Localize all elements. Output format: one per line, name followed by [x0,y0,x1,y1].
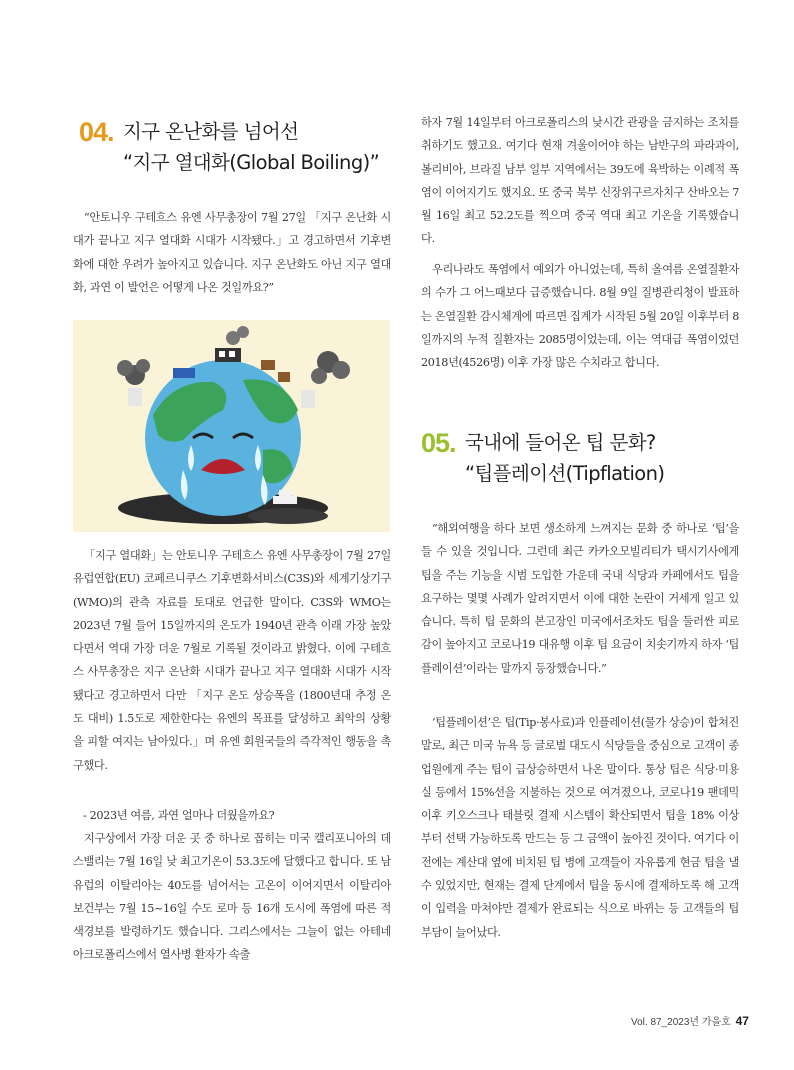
section-04-body2-continued: 하자 7월 14일부터 아크로폴리스의 낮시간 관광을 금지하는 조치를 취하기도 했고요. 여기다 현재 겨울이어야 하는 남반구의 파라과이, 볼리비아, 브라질 남부 일부 지역에서는 39도에 육박하는 이례적 폭염이 이어지기도 했지요. 또 중국 북부 신장위구르자치구 산바오는 7월 16일 최고 52.2도를 찍으며 중국 역대 최고 기온을 기록했습니다. [421,116,739,246]
section-05-body: ‘팁플레이션’은 팁(Tip·봉사료)과 인플레이션(물가 상승)이 합쳐진 말로, 최근 미국 뉴욕 등 글로벌 대도시 식당들을 중심으로 고객이 종업원에게 주는 팁이 급상승하면서 나온 말이다. 통상 팁은 식당·미용실 등에서 15%선을 지불하는 것으로 여겨졌으나, 코로나19 팬데믹 이후 키오스크나 태블릿 결제 시스템이 확산되면서 팁을 18% 이상부터 선택 가능하도록 만드는 등 그 금액이 높아진 것이다. 여기다 이전에는 계산대 옆에 비치된 팁 병에 고객들이 자유롭게 현금 팁을 낼 수 있었지만, 현재는 결제 단계에서 팁을 동시에 결제하도록 해 고객이 입력을 마쳐야만 결제가 완료되는 식으로 바뀌는 등 고객들의 팁 부담이 늘어났다. [421,716,739,939]
section-05-number: 05. [421,428,456,458]
section-04-body1: 「지구 열대화」는 안토니우 구테흐스 유엔 사무총장이 7월 27일 유럽연합(EU) 코페르니쿠스 기후변화서비스(C3S)와 세계기상기구(WMO)의 관측 자료를 토대로 언급한 말이다. C3S와 WMO는 2023년 7월 들어 15일까지의 온도가 1940년 관측 이래 가장 높았다면서 역대 가장 더운 7월로 기록될 것이라고 밝혔다. 이에 구테흐스 사무총장은 지구 온난화 시대가 끝나고 지구 열대화 시대가 시작됐다고 경고하면서 다만 「지구 온도 상승폭을 (1800년대 추정 온도 대비) 1.5도로 제한한다는 유엔의 목표를 달성하고 최악의 상황을 피할 여지는 남아있다.」며 유엔 회원국들의 즉각적인 행동을 촉구했다. [73,549,391,772]
section-04-title-line2: “지구 열대화(Global Boiling)” [123,151,380,174]
section-04-subhead: - 2023년 여름, 과연 얼마나 더웠을까요? [83,809,275,822]
section-05-heading [421,427,741,489]
issue-label: Vol. 87_2023년 가을호 [631,1017,731,1028]
page-number: 47 [735,1014,749,1028]
section-05-title [465,427,741,489]
section-04-intro: “안토니우 구테흐스 유엔 사무총장이 7월 27일 「지구 온난화 시대가 끝나고 지구 열대화 시대가 시작됐다.」고 경고하면서 기후변화에 대한 우려가 높아지고 있습니다. 지구 온난화도 아닌 지구 열대화, 과연 이 발언은 어떻게 나온 것일까요?” [73,211,391,294]
section-04-title [123,116,399,178]
section-04-body2: 지구상에서 가장 더운 곳 중 하나로 꼽히는 미국 캘리포니아의 데스밸리는 7월 16일 낮 최고기온이 53.3도에 달했다고 합니다. 또 남유럽의 이탈리아는 40도를 넘어서는 고온이 이어지면서 이탈리아 보건부는 7월 15~16일 수도 로마 등 16개 도시에 폭염에 따른 적색경보를 발령하기도 했습니다. 그리스에서는 그늘이 없는 아테네 아크로폴리스에서 열사병 환자가 속출 [73,832,391,962]
section-04-body3: 우리나라도 폭염에서 예외가 아니었는데, 특히 올여름 온열질환자의 수가 그 어느때보다 급증했습니다. 8월 9일 질병관리청이 발표하는 온열질환 감시체계에 따르면 집계가 시작된 5월 20일 이후부터 8일까지의 누적 질환자는 2085명이었는데, 이는 역대급 폭염이었던 2018년(4526명) 이후 가장 많은 수치라고 합니다. [421,263,739,370]
section-04-heading [79,116,399,178]
section-04-title-line1: 지구 온난화를 넘어선 [123,120,299,143]
page-footer [631,1013,749,1028]
earth-illustration [73,320,390,532]
section-05-title-line2: “팁플레이션(Tipflation) [465,462,665,485]
crying-earth-image [73,320,390,532]
section-05-title-line1: 국내에 들어온 팁 문화? [465,431,656,454]
section-05-intro: “해외여행을 하다 보면 생소하게 느껴지는 문화 중 하나로 ‘팁’을 들 수 있을 것입니다. 그런데 최근 카카오모빌리티가 택시기사에게 팁을 주는 기능을 시범 도입한 가운데 국내 식당과 카페에서도 팁을 요구하는 몇몇 사례가 알려지면서 이에 대한 논란이 거세게 일고 있습니다. 특히 팁 문화의 본고장인 미국에서조차도 팁을 둘러싼 피로감이 높아지고 코로나19 대유행 이후 팁 요금이 치솟기까지 하자 ‘팁플레이션’이라는 말까지 등장했습니다.” [421,522,739,675]
section-04-number: 04. [79,117,114,147]
